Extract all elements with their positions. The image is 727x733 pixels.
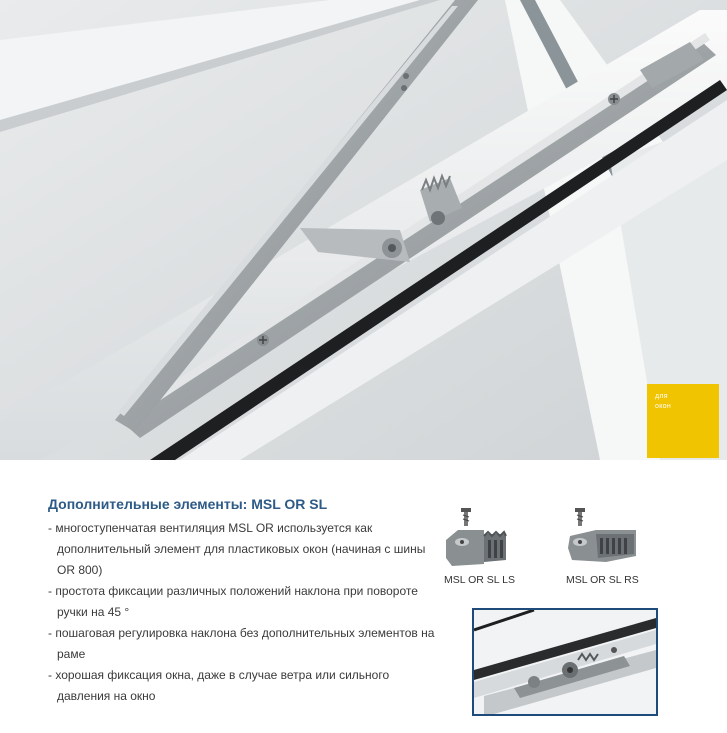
feature-item: - многоступенчатая вентиляция MSL OR используется как дополнительный элемент для пластиковых окон (начиная с шины OR 800) <box>48 518 438 581</box>
installed-mechanism-icon <box>474 610 656 714</box>
feature-list <box>48 518 438 707</box>
part-caption-rs: MSL OR SL RS <box>566 574 639 586</box>
ratchet-block-right-icon <box>566 526 638 566</box>
feature-item: - простота фиксации различных положений наклона при повороте ручки на 45 ° <box>48 581 438 623</box>
section-heading: Дополнительные элементы: MSL OR SL <box>48 496 328 512</box>
part-rs <box>566 504 656 594</box>
category-badge <box>647 384 719 458</box>
feature-item: - хорошая фиксация окна, даже в случае ветра или сильного давления на окно <box>48 665 438 707</box>
screw-icon <box>460 508 472 526</box>
part-ls <box>444 504 524 594</box>
badge-line-2: окон <box>655 403 671 410</box>
feature-item: - пошаговая регулировка наклона без дополнительных элементов на раме <box>48 623 438 665</box>
part-caption-ls: MSL OR SL LS <box>444 574 515 586</box>
content-section <box>0 460 727 733</box>
badge-line-1: для <box>655 393 668 400</box>
mechanism-thumbnail <box>472 608 658 716</box>
screw-icon <box>574 508 586 526</box>
ratchet-block-left-icon <box>444 528 510 570</box>
